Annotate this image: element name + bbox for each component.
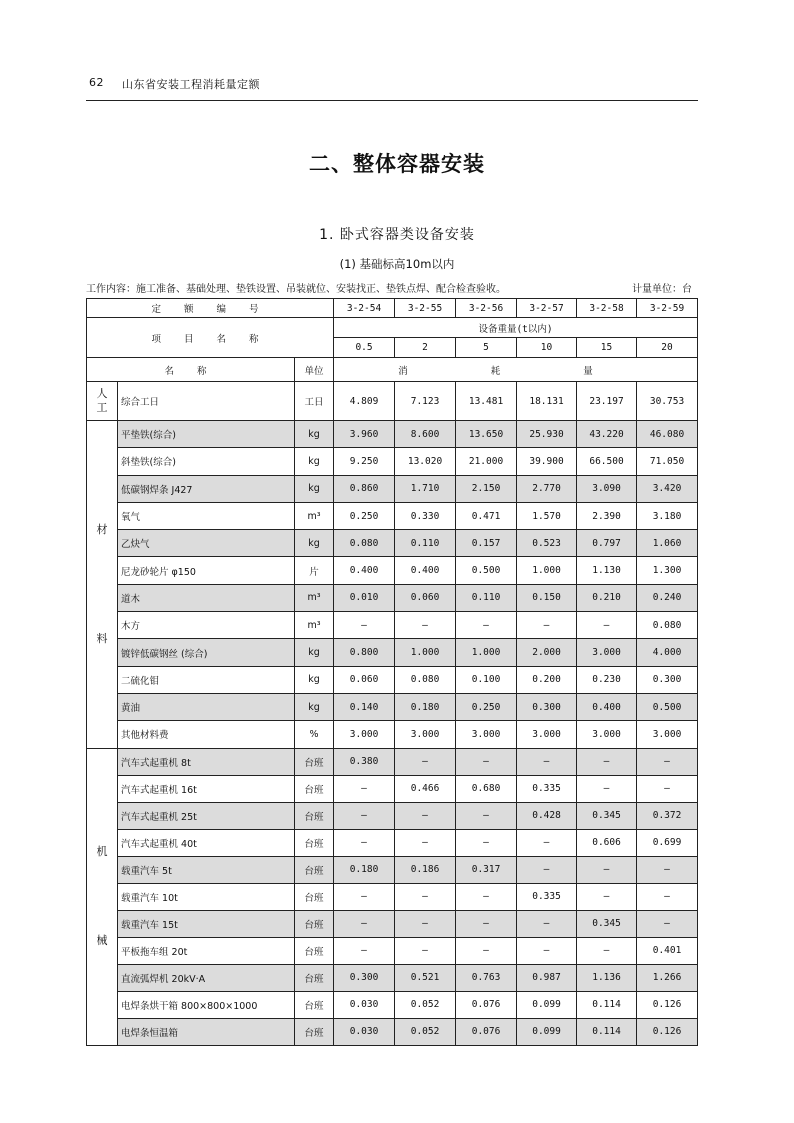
consumption-value: — <box>334 829 395 856</box>
consumption-value: 0.110 <box>456 584 517 611</box>
consumption-value: — <box>334 775 395 802</box>
consumption-value: 0.400 <box>395 557 456 584</box>
chapter-title: 二、整体容器安装 <box>309 152 485 176</box>
section-title: 1. 卧式容器类设备安装 <box>319 227 475 243</box>
table-row <box>87 802 698 829</box>
consumption-value: 0.521 <box>395 964 456 991</box>
consumption-value: 18.131 <box>517 382 577 421</box>
consumption-value: 0.800 <box>334 639 395 666</box>
item-unit: 工日 <box>295 382 334 421</box>
consumption-value: 66.500 <box>577 448 637 475</box>
item-name: 尼龙砂轮片 φ150 <box>118 557 295 584</box>
table-row <box>87 883 698 910</box>
item-name: 平板拖车组 20t <box>118 937 295 964</box>
consumption-value: 0.250 <box>334 502 395 529</box>
consumption-value: 25.930 <box>517 421 577 448</box>
consumption-value: 30.753 <box>637 382 698 421</box>
table-row <box>87 612 698 639</box>
consumption-value: 1.000 <box>395 639 456 666</box>
consumption-value: 0.372 <box>637 802 698 829</box>
consumption-value: 4.000 <box>637 639 698 666</box>
page-header <box>86 74 696 94</box>
consumption-value: — <box>577 748 637 775</box>
consumption-value: 0.860 <box>334 475 395 502</box>
consumption-value: 0.200 <box>517 666 577 693</box>
consumption-value: 3.000 <box>334 721 395 748</box>
consumption-value: 0.380 <box>334 748 395 775</box>
consumption-value: 43.220 <box>577 421 637 448</box>
consumption-value: — <box>517 748 577 775</box>
quota-code: 3-2-56 <box>456 299 517 318</box>
consumption-value: 0.240 <box>637 584 698 611</box>
item-unit: m³ <box>295 584 334 611</box>
consumption-value: — <box>637 748 698 775</box>
table-row <box>87 530 698 557</box>
table-row <box>87 502 698 529</box>
consumption-value: 0.500 <box>456 557 517 584</box>
category-materials <box>87 421 118 749</box>
consumption-value: — <box>456 937 517 964</box>
consumption-value: — <box>395 937 456 964</box>
item-name: 汽车式起重机 25t <box>118 802 295 829</box>
consumption-value: — <box>334 910 395 937</box>
item-name: 镀锌低碳钢丝 (综合) <box>118 639 295 666</box>
header-rule <box>86 100 698 101</box>
item-name: 斜垫铁(综合) <box>118 448 295 475</box>
item-name: 乙炔气 <box>118 530 295 557</box>
item-unit: 台班 <box>295 964 334 991</box>
consumption-value: 0.345 <box>577 802 637 829</box>
consumption-value: — <box>395 910 456 937</box>
consumption-value: — <box>517 910 577 937</box>
consumption-value: 0.060 <box>334 666 395 693</box>
item-name: 载重汽车 5t <box>118 856 295 883</box>
quota-code: 3-2-58 <box>577 299 637 318</box>
work-content-line <box>86 280 698 296</box>
category-machinery <box>87 748 118 1045</box>
consumption-value: — <box>456 748 517 775</box>
table-row <box>87 421 698 448</box>
consumption-value: 46.080 <box>637 421 698 448</box>
table-row <box>87 829 698 856</box>
consumption-value: 0.680 <box>456 775 517 802</box>
consumption-value: 0.345 <box>577 910 637 937</box>
consumption-value: — <box>517 937 577 964</box>
consumption-value: 1.570 <box>517 502 577 529</box>
consumption-value: — <box>577 775 637 802</box>
consumption-value: — <box>577 937 637 964</box>
consumption-value: 3.090 <box>577 475 637 502</box>
category-char: 料 <box>96 631 108 645</box>
quota-code-label: 定 额 编 号 <box>87 299 334 318</box>
consumption-value: 0.606 <box>577 829 637 856</box>
table-row <box>87 721 698 748</box>
consumption-value: — <box>334 612 395 639</box>
consumption-value: 3.000 <box>577 721 637 748</box>
table-row <box>87 1018 698 1045</box>
table-row <box>87 584 698 611</box>
consumption-value: 0.126 <box>637 991 698 1018</box>
consumption-value: — <box>637 883 698 910</box>
consumption-value: 3.000 <box>637 721 698 748</box>
work-content: 工作内容：施工准备、基础处理、垫铁设置、吊装就位、安装找正、垫铁点焊、配合检查验收。 <box>86 284 506 295</box>
consumption-value: 0.335 <box>517 775 577 802</box>
consumption-value: 0.080 <box>395 666 456 693</box>
item-unit: 台班 <box>295 802 334 829</box>
consumption-value: — <box>637 856 698 883</box>
item-unit: kg <box>295 448 334 475</box>
consumption-value: 0.763 <box>456 964 517 991</box>
consumption-value: 0.400 <box>334 557 395 584</box>
consumption-value: 0.300 <box>517 693 577 720</box>
consumption-value: 0.300 <box>637 666 698 693</box>
category-char: 人 <box>96 387 108 400</box>
category-char: 材 <box>96 522 108 536</box>
item-name: 汽车式起重机 8t <box>118 748 295 775</box>
consumption-value: 0.230 <box>577 666 637 693</box>
consumption-value: — <box>517 829 577 856</box>
quota-code: 3-2-59 <box>637 299 698 318</box>
consumption-value: — <box>577 883 637 910</box>
consumption-value: 0.010 <box>334 584 395 611</box>
item-unit: kg <box>295 639 334 666</box>
quota-code: 3-2-57 <box>517 299 577 318</box>
consumption-value: 0.699 <box>637 829 698 856</box>
consumption-value: 21.000 <box>456 448 517 475</box>
consumption-value: — <box>517 856 577 883</box>
consumption-value: — <box>577 856 637 883</box>
consumption-value: 0.100 <box>456 666 517 693</box>
item-name: 直流弧焊机 20kV·A <box>118 964 295 991</box>
consumption-value: 0.797 <box>577 530 637 557</box>
item-unit: kg <box>295 693 334 720</box>
consumption-value: — <box>395 748 456 775</box>
consumption-value: 3.000 <box>517 721 577 748</box>
category-labor <box>87 382 118 421</box>
item-unit: kg <box>295 666 334 693</box>
consumption-value: 0.114 <box>577 1018 637 1045</box>
consumption-value: 1.710 <box>395 475 456 502</box>
consumption-value: 0.114 <box>577 991 637 1018</box>
item-name: 汽车式起重机 40t <box>118 829 295 856</box>
item-unit: 台班 <box>295 883 334 910</box>
consumption-value: 2.000 <box>517 639 577 666</box>
table-row <box>87 775 698 802</box>
consumption-value: 0.180 <box>395 693 456 720</box>
consumption-value: 0.157 <box>456 530 517 557</box>
consumption-value: 0.987 <box>517 964 577 991</box>
item-name: 氧气 <box>118 502 295 529</box>
consumption-value: — <box>395 612 456 639</box>
consumption-value: — <box>456 612 517 639</box>
consumption-value: 23.197 <box>577 382 637 421</box>
consumption-value: 0.030 <box>334 1018 395 1045</box>
consumption-value: — <box>456 910 517 937</box>
table-row <box>87 639 698 666</box>
item-name: 电焊条烘干箱 800×800×1000 <box>118 991 295 1018</box>
consumption-value: 0.076 <box>456 991 517 1018</box>
consumption-value: 4.809 <box>334 382 395 421</box>
consumption-value: 0.466 <box>395 775 456 802</box>
consumption-value: — <box>637 775 698 802</box>
consumption-value: — <box>334 937 395 964</box>
table-row <box>87 693 698 720</box>
consumption-value: 2.390 <box>577 502 637 529</box>
consumption-value: 0.335 <box>517 883 577 910</box>
category-char: 械 <box>96 934 108 948</box>
item-name: 综合工日 <box>118 382 295 421</box>
consumption-value: 3.000 <box>395 721 456 748</box>
item-unit: kg <box>295 421 334 448</box>
consumption-value: 13.481 <box>456 382 517 421</box>
consumption-value: 3.180 <box>637 502 698 529</box>
item-unit: % <box>295 721 334 748</box>
consumption-value: 0.076 <box>456 1018 517 1045</box>
consumption-value: 0.250 <box>456 693 517 720</box>
consumption-value: 1.266 <box>637 964 698 991</box>
table-row <box>87 748 698 775</box>
consumption-value: 0.401 <box>637 937 698 964</box>
table-row <box>87 557 698 584</box>
weight-value: 5 <box>456 338 517 358</box>
weight-value: 10 <box>517 338 577 358</box>
table-row <box>87 448 698 475</box>
category-char: 工 <box>96 401 108 414</box>
consumption-value: 3.960 <box>334 421 395 448</box>
consumption-value: 0.150 <box>517 584 577 611</box>
item-name: 汽车式起重机 16t <box>118 775 295 802</box>
consumption-value: 71.050 <box>637 448 698 475</box>
consumption-value: 0.126 <box>637 1018 698 1045</box>
consumption-value: 7.123 <box>395 382 456 421</box>
consumption-label: 消 耗 量 <box>334 358 698 382</box>
unit-label: 单位 <box>295 358 334 382</box>
consumption-value: 0.180 <box>334 856 395 883</box>
consumption-value: — <box>334 883 395 910</box>
consumption-value: 2.770 <box>517 475 577 502</box>
table-row <box>87 910 698 937</box>
item-unit: 片 <box>295 557 334 584</box>
weight-label: 设备重量(t以内) <box>334 318 698 338</box>
quota-code: 3-2-54 <box>334 299 395 318</box>
item-unit: 台班 <box>295 856 334 883</box>
consumption-value: 0.471 <box>456 502 517 529</box>
item-name: 平垫铁(综合) <box>118 421 295 448</box>
quota-code: 3-2-55 <box>395 299 456 318</box>
consumption-value: 0.099 <box>517 991 577 1018</box>
consumption-value: 0.140 <box>334 693 395 720</box>
table-row <box>87 475 698 502</box>
consumption-value: 9.250 <box>334 448 395 475</box>
consumption-value: 0.523 <box>517 530 577 557</box>
consumption-value: 1.130 <box>577 557 637 584</box>
consumption-value: 39.900 <box>517 448 577 475</box>
consumption-value: — <box>456 883 517 910</box>
consumption-value: — <box>637 910 698 937</box>
consumption-value: 8.600 <box>395 421 456 448</box>
consumption-value: — <box>395 829 456 856</box>
consumption-value: 13.650 <box>456 421 517 448</box>
book-title: 山东省安装工程消耗量定额 <box>122 78 260 91</box>
item-unit: 台班 <box>295 910 334 937</box>
consumption-value: 2.150 <box>456 475 517 502</box>
table-row <box>87 856 698 883</box>
quota-table <box>86 298 698 1046</box>
item-unit: 台班 <box>295 1018 334 1045</box>
consumption-value: 0.330 <box>395 502 456 529</box>
item-unit: m³ <box>295 612 334 639</box>
consumption-value: 3.420 <box>637 475 698 502</box>
weight-value: 20 <box>637 338 698 358</box>
consumption-value: 13.020 <box>395 448 456 475</box>
consumption-value: 0.110 <box>395 530 456 557</box>
item-unit: 台班 <box>295 991 334 1018</box>
name-label: 名 称 <box>87 358 295 382</box>
item-unit: 台班 <box>295 829 334 856</box>
weight-value: 2 <box>395 338 456 358</box>
consumption-value: — <box>456 802 517 829</box>
consumption-value: 0.052 <box>395 1018 456 1045</box>
consumption-value: — <box>395 883 456 910</box>
table-row <box>87 666 698 693</box>
item-name: 黄油 <box>118 693 295 720</box>
consumption-value: 0.080 <box>334 530 395 557</box>
item-name-label: 项 目 名 称 <box>87 318 334 358</box>
subsection-title: (1) 基础标高10m以内 <box>339 257 455 271</box>
item-name: 载重汽车 10t <box>118 883 295 910</box>
consumption-value: 3.000 <box>456 721 517 748</box>
item-name: 载重汽车 15t <box>118 910 295 937</box>
consumption-value: 0.300 <box>334 964 395 991</box>
consumption-value: 0.030 <box>334 991 395 1018</box>
consumption-value: 1.060 <box>637 530 698 557</box>
item-unit: m³ <box>295 502 334 529</box>
consumption-value: 0.099 <box>517 1018 577 1045</box>
consumption-value: — <box>577 612 637 639</box>
consumption-value: 0.210 <box>577 584 637 611</box>
item-name: 低碳钢焊条 J427 <box>118 475 295 502</box>
measure-unit: 计量单位：台 <box>632 284 692 295</box>
weight-value: 0.5 <box>334 338 395 358</box>
page-number: 62 <box>89 76 104 89</box>
item-unit: 台班 <box>295 937 334 964</box>
category-char: 机 <box>96 845 108 859</box>
item-name: 木方 <box>118 612 295 639</box>
consumption-value: 1.136 <box>577 964 637 991</box>
consumption-value: 0.400 <box>577 693 637 720</box>
consumption-value: 1.000 <box>456 639 517 666</box>
consumption-value: 0.080 <box>637 612 698 639</box>
consumption-value: — <box>334 802 395 829</box>
consumption-value: 0.052 <box>395 991 456 1018</box>
item-unit: kg <box>295 530 334 557</box>
table-row <box>87 964 698 991</box>
consumption-value: 0.186 <box>395 856 456 883</box>
item-name: 道木 <box>118 584 295 611</box>
consumption-value: 1.000 <box>517 557 577 584</box>
consumption-value: 3.000 <box>577 639 637 666</box>
item-name: 其他材料费 <box>118 721 295 748</box>
item-unit: 台班 <box>295 748 334 775</box>
item-name: 二硫化钼 <box>118 666 295 693</box>
table-row <box>87 991 698 1018</box>
consumption-value: — <box>395 802 456 829</box>
table-row <box>87 382 698 421</box>
item-unit: 台班 <box>295 775 334 802</box>
item-unit: kg <box>295 475 334 502</box>
table-row <box>87 937 698 964</box>
consumption-value: 0.317 <box>456 856 517 883</box>
consumption-value: 1.300 <box>637 557 698 584</box>
item-name: 电焊条恒温箱 <box>118 1018 295 1045</box>
consumption-value: 0.428 <box>517 802 577 829</box>
consumption-value: — <box>517 612 577 639</box>
consumption-value: 0.060 <box>395 584 456 611</box>
consumption-value: — <box>456 829 517 856</box>
weight-value: 15 <box>577 338 637 358</box>
consumption-value: 0.500 <box>637 693 698 720</box>
